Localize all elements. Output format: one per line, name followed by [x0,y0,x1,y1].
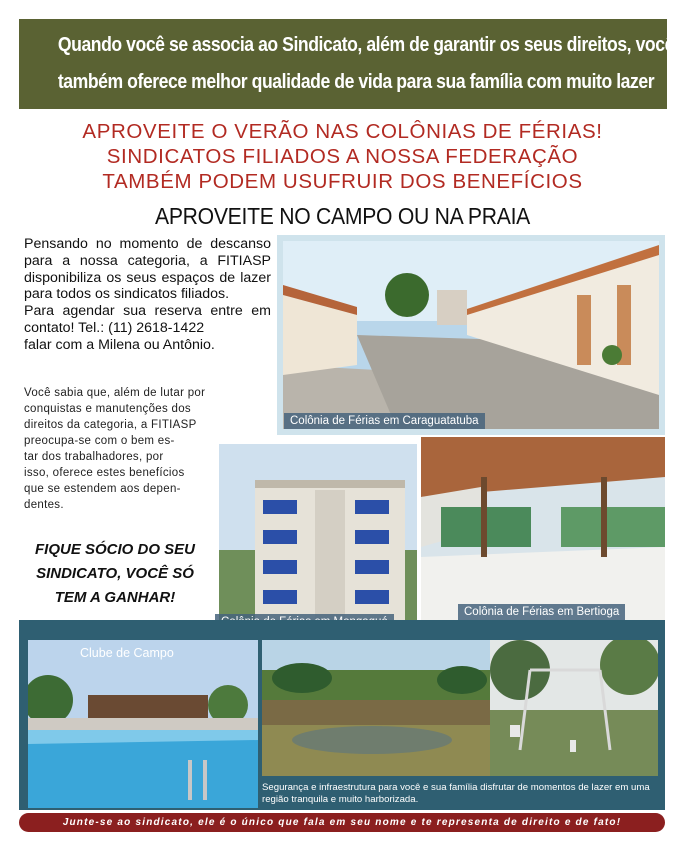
body-line: preocupa-se com o bem es- [24,435,175,447]
top-banner [19,19,674,109]
caption-caraguatatuba: Colônia de Férias em Caraguatatuba [284,413,485,429]
body-line: isso, oferece estes benefícios [24,467,185,479]
intro-text [24,236,271,354]
photo-caraguatatuba [277,235,665,435]
promo-line-3: TAMBÉM PODEM USUFRUIR DOS BENEFÍCIOS [102,170,583,193]
cta-line: FIQUE SÓCIO DO SEU [34,541,196,558]
photo-mongagua [215,440,421,632]
body-text [24,385,205,513]
cta-line: SINDICATO, VOCÊ SÓ [36,565,194,582]
caption-bertioga: Colônia de Férias em Bertioga [458,604,625,620]
photo-bertioga [421,437,665,625]
body-line: tar dos trabalhadores, por [24,451,164,463]
photo-playground [490,640,658,776]
subheading: APROVEITE NO CAMPO OU NA PRAIA [154,203,531,229]
call-to-action [20,538,210,610]
cta-line: TEM A GANHAR! [54,589,176,606]
contact-names: falar com a Milena ou Antônio. [24,336,215,353]
intro-paragraph-2 [24,303,271,337]
bottom-caption: Segurança e infraestrutura para você e sua família disfrutar de momentos de lazer em uma região tranquila e muito harborizada. [262,782,650,805]
footer-banner: Junte-se ao sindicato, ele é o único que fala em seu nome e te representa de direito e de fato! [19,813,665,832]
promo-line-1: APROVEITE O VERÃO NAS COLÔNIAS DE FÉRIAS! [82,120,603,143]
photo-clube-de-campo [28,640,258,808]
caption-clube-de-campo: Clube de Campo [80,646,174,660]
body-line: conquistas e manutenções dos [24,403,191,415]
body-line: que se estendem aos depen- [24,483,181,495]
body-line: Você sabia que, além de lutar por [24,387,206,399]
intro-paragraph-1: Pensando no momento de descanso para a nossa categoria, a FITIASP disponibiliza os seus espaços de lazer para todos os sindicatos filiados. [24,236,271,303]
banner-line-2: também oferece melhor qualidade de vida para sua família com muito lazer [57,71,655,93]
body-line: direitos da categoria, a FITIASP [24,419,197,431]
contact-lead: Para agendar sua reserva entre em contato! Tel.: [24,303,271,336]
phone-number: (11) 2618-1422 [104,319,205,336]
photo-lake [262,640,490,776]
promo-headline [0,119,685,194]
banner-line-1: Quando você se associa ao Sindicato, além de garantir os seus direitos, você [57,34,674,56]
body-line: dentes. [24,499,64,511]
promo-line-2: SINDICATOS FILIADOS A NOSSA FEDERAÇÃO [106,145,579,168]
